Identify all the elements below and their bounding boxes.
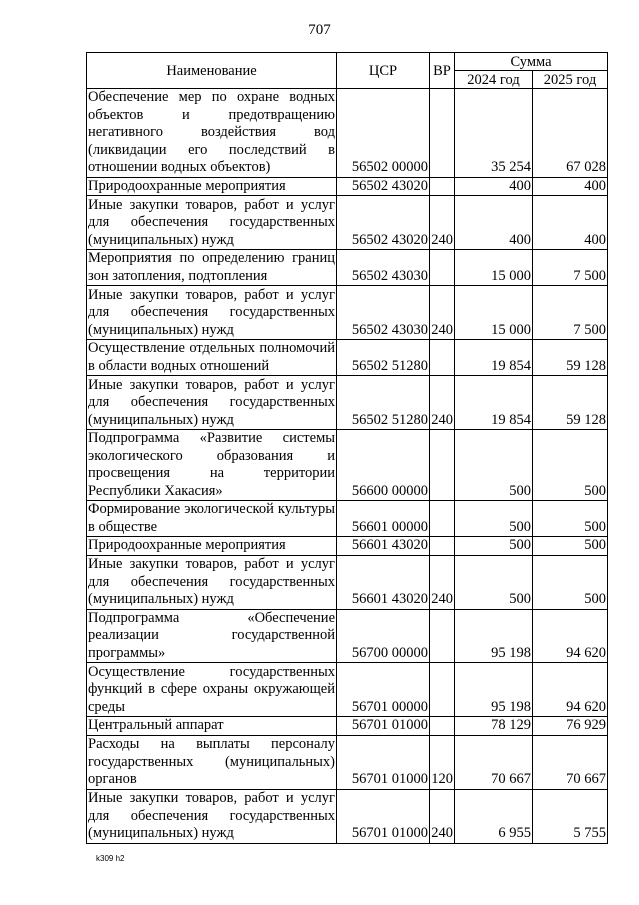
row-sum-2025: 94 620 (533, 663, 608, 717)
row-vr: 240 (430, 555, 455, 609)
row-sum-2024: 19 854 (455, 340, 533, 376)
header-csr: ЦСР (337, 53, 430, 89)
row-vr (430, 250, 455, 286)
row-sum-2024: 15 000 (455, 286, 533, 340)
row-name: Иные закупки товаров, работ и услуг для обеспечения государственных (муниципальных) нужд (88, 556, 335, 607)
row-name: Осуществление отдельных полномочий в области водных отношений (88, 340, 335, 374)
row-csr: 56701 01000 (337, 789, 430, 843)
row-csr: 56701 01000 (337, 717, 430, 736)
row-vr: 240 (430, 286, 455, 340)
row-name: Мероприятия по определению границ зон затопления, подтопления (88, 250, 335, 284)
row-sum-2025: 500 (533, 537, 608, 556)
table-row (87, 177, 608, 196)
row-sum-2024: 500 (455, 430, 533, 501)
row-name: Расходы на выплаты персоналу государственных (муниципальных) органов (88, 736, 335, 787)
header-year-2025: 2025 год (533, 71, 608, 89)
row-sum-2024: 15 000 (455, 250, 533, 286)
row-sum-2024: 78 129 (455, 717, 533, 736)
header-vr: ВР (430, 53, 455, 89)
row-vr (430, 663, 455, 717)
row-csr: 56502 43020 (337, 177, 430, 196)
table-row (87, 555, 608, 609)
row-sum-2024: 500 (455, 537, 533, 556)
row-csr: 56700 00000 (337, 609, 430, 663)
row-csr: 56601 43020 (337, 537, 430, 556)
row-sum-2025: 5 755 (533, 789, 608, 843)
row-vr: 240 (430, 196, 455, 250)
row-csr: 56600 00000 (337, 430, 430, 501)
row-sum-2024: 70 667 (455, 735, 533, 789)
row-sum-2024: 400 (455, 196, 533, 250)
row-sum-2024: 400 (455, 177, 533, 196)
row-csr: 56701 00000 (337, 663, 430, 717)
row-sum-2024: 500 (455, 555, 533, 609)
row-sum-2025: 76 929 (533, 717, 608, 736)
row-csr: 56502 43020 (337, 196, 430, 250)
table-row (87, 196, 608, 250)
row-vr: 120 (430, 735, 455, 789)
row-csr: 56502 00000 (337, 89, 430, 178)
table-row (87, 663, 608, 717)
row-vr: 240 (430, 376, 455, 430)
table-row (87, 717, 608, 736)
row-csr: 56502 51280 (337, 376, 430, 430)
row-csr: 56701 01000 (337, 735, 430, 789)
row-name: Осуществление государственных функций в сфере охраны окружающей среды (88, 663, 335, 715)
row-sum-2025: 67 028 (533, 89, 608, 178)
row-sum-2024: 95 198 (455, 663, 533, 717)
header-year-2024: 2024 год (455, 71, 533, 89)
budget-table (86, 52, 608, 844)
table-row (87, 286, 608, 340)
row-sum-2025: 7 500 (533, 250, 608, 286)
row-vr (430, 717, 455, 736)
page-number: 707 (308, 22, 331, 38)
row-sum-2024: 6 955 (455, 789, 533, 843)
row-name: Подпрограмма «Обеспечение реализации государственной программы» (88, 609, 335, 661)
table-row (87, 340, 608, 376)
row-vr (430, 609, 455, 663)
row-vr (430, 89, 455, 178)
footer-code: k309 h2 (96, 854, 125, 863)
row-sum-2024: 500 (455, 501, 533, 537)
row-name: Природоохранные мероприятия (87, 537, 337, 556)
row-vr (430, 430, 455, 501)
row-sum-2025: 500 (533, 555, 608, 609)
row-vr (430, 177, 455, 196)
row-name: Иные закупки товаров, работ и услуг для обеспечения государственных (муниципальных) нужд (88, 376, 335, 428)
row-csr: 56601 43020 (337, 555, 430, 609)
table-row (87, 501, 608, 537)
row-sum-2024: 35 254 (455, 89, 533, 178)
row-sum-2025: 400 (533, 196, 608, 250)
row-sum-2025: 70 667 (533, 735, 608, 789)
table-row (87, 735, 608, 789)
row-sum-2025: 400 (533, 177, 608, 196)
row-csr: 56601 00000 (337, 501, 430, 537)
row-name: Иные закупки товаров, работ и услуг для обеспечения государственных (муниципальных) нужд (88, 196, 335, 248)
table-row (87, 250, 608, 286)
header-sum: Сумма (455, 53, 608, 71)
row-name: Иные закупки товаров, работ и услуг для обеспечения государственных (муниципальных) нужд (88, 790, 335, 841)
table-row (87, 430, 608, 501)
row-name: Формирование экологической культуры в обществе (88, 501, 335, 535)
row-sum-2025: 59 128 (533, 340, 608, 376)
row-vr: 240 (430, 789, 455, 843)
row-csr: 56502 51280 (337, 340, 430, 376)
row-name: Природоохранные мероприятия (87, 177, 337, 196)
row-sum-2025: 500 (533, 501, 608, 537)
row-sum-2024: 95 198 (455, 609, 533, 663)
row-sum-2024: 19 854 (455, 376, 533, 430)
row-name: Иные закупки товаров, работ и услуг для обеспечения государственных (муниципальных) нужд (88, 286, 335, 338)
row-name: Центральный аппарат (87, 717, 337, 736)
row-sum-2025: 7 500 (533, 286, 608, 340)
row-vr (430, 537, 455, 556)
row-vr (430, 501, 455, 537)
table-row (87, 609, 608, 663)
row-csr: 56502 43030 (337, 286, 430, 340)
table-row (87, 89, 608, 178)
table-row (87, 537, 608, 556)
row-sum-2025: 500 (533, 430, 608, 501)
row-vr (430, 340, 455, 376)
row-sum-2025: 94 620 (533, 609, 608, 663)
row-sum-2025: 59 128 (533, 376, 608, 430)
row-name: Обеспечение мер по охране водных объектов и предотвращению негативного воздействия вод (ликвидации его последствий в отношении водных объектов) (88, 89, 335, 175)
row-name: Подпрограмма «Развитие системы экологического образования и просвещения на территории Республики Хакасия» (88, 430, 335, 499)
row-csr: 56502 43030 (337, 250, 430, 286)
table-row (87, 789, 608, 843)
table-row (87, 376, 608, 430)
header-name: Наименование (87, 53, 337, 89)
